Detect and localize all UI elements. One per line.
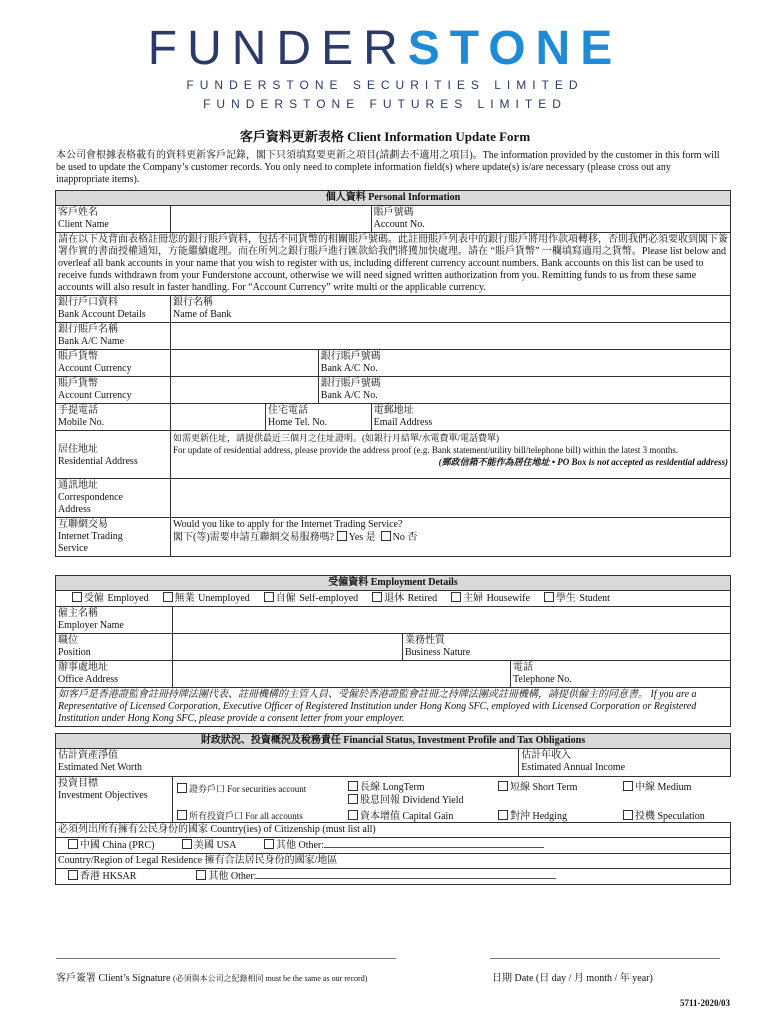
citizenship-other-input[interactable] — [324, 847, 544, 848]
currency-label-1: 賬戶貨幣 Account Currency — [56, 350, 171, 377]
status-retired-checkbox[interactable] — [372, 592, 382, 602]
capital-gain-checkbox[interactable] — [348, 810, 358, 820]
usa-checkbox[interactable] — [182, 839, 192, 849]
residence-other-input[interactable] — [256, 878, 556, 879]
position-field[interactable] — [173, 634, 403, 661]
citizenship-label: 必須列出所有擁有公民身份的國家 Country(ies) of Citizenship (must list all) — [56, 823, 731, 838]
employment-status-row: 受僱 Employed 無業 Unemployed 自僱 Self-employed 退休 Retired 主婦 Housewife 學生 Student — [56, 591, 731, 607]
no-checkbox[interactable] — [381, 531, 391, 541]
employer-field[interactable] — [173, 607, 731, 634]
speculation-checkbox[interactable] — [623, 810, 633, 820]
signature-line[interactable] — [56, 958, 396, 959]
intro-text: 本公司會根據表格載有的資料更新客戶記錄，閣下只須填寫要更新之項目(請劃去不適用之項目)。The information provided by the customer in this form will be used to update the Company’s customer records. You only need to complete information field(s) where update(s) is/are necessary (please cross out any inappropriate items). — [56, 150, 720, 185]
mobile-field[interactable]: 手提電話 Mobile No. — [56, 404, 171, 431]
employer-label: 僱主名稱 Employer Name — [56, 607, 173, 634]
bank-ac-no-field-2[interactable]: 銀行賬戶號碼 Bank A/C No. — [318, 377, 730, 404]
internet-trading-question: Would you like to apply for the Internet Trading Service? 閣下(等)需要申請互聯網交易服務嗎? Yes 是 No 否 — [171, 518, 731, 557]
date-line[interactable] — [490, 958, 720, 959]
financial-header: 財政狀況、投資概況及稅務責任 Financial Status, Investment Profile and Tax Obligations — [56, 734, 731, 749]
office-label: 辦事處地址 Office Address — [56, 661, 173, 688]
hedging-checkbox[interactable] — [498, 810, 508, 820]
china-checkbox[interactable] — [68, 839, 78, 849]
form-title: 客戶資料更新表格 Client Information Update Form — [239, 129, 531, 144]
email-field[interactable]: 電郵地址 Email Address — [371, 404, 730, 431]
residence-other-checkbox[interactable] — [196, 870, 206, 880]
personal-info-table — [55, 190, 731, 557]
bank-ac-name-label: 銀行賬戶名稱 Bank A/C Name — [56, 323, 171, 350]
company-line-futures: FUNDERSTONE FUTURES LIMITED — [203, 97, 567, 111]
position-label: 職位 Position — [56, 634, 173, 661]
residential-field[interactable]: 如需更新住址，請提供最近三個月之住址證明。(如銀行月結單/水電費單/電話費單) For update of residential address, please provide the address proof (e.g. Bank statement/utility bill/telephone bill) within the latest 3 months. (郵政信箱不能作為居住地址 • PO Box is not accepted as residential address) — [171, 431, 731, 479]
form-code: 5711-2020/03 — [679, 998, 730, 1008]
currency-field-1[interactable] — [171, 350, 319, 377]
residential-label: 居住地址 Residential Address — [56, 431, 171, 479]
financial-table — [55, 733, 731, 885]
telephone-field[interactable]: 電話 Telephone No. — [511, 661, 731, 688]
yes-checkbox[interactable] — [337, 531, 347, 541]
securities-account-checkbox[interactable] — [177, 783, 187, 793]
employment-note: 如客戶是香港證監會註冊持牌法團代表、註冊機構的主管人員、受僱於香港證監會註冊之持牌法團或註冊機構，請提供僱主的同意書。 If you are a Representative of Licensed Corporation, Executive Officer of Registered Institution under Hong Kong SFC, employed with Licensed Corporation or Registered Institution under Hong Kong SFC, please provide a consent letter from your employer. — [56, 688, 731, 727]
residence-label: Country/Region of Legal Residence 擁有合法居民身份的國家/地區 — [56, 854, 731, 869]
business-nature-field[interactable]: 業務性質 Business Nature — [403, 634, 731, 661]
internet-trading-label: 互聯網交易 Internet Trading Service — [56, 518, 171, 557]
office-field[interactable] — [173, 661, 511, 688]
correspondence-field[interactable] — [171, 479, 731, 518]
all-accounts-checkbox[interactable] — [177, 810, 187, 820]
date-label: 日期 Date (日 day / 月 month / 年 year) — [492, 973, 653, 984]
status-self-employed-checkbox[interactable] — [264, 592, 274, 602]
objectives-options: 證券戶口 For securities account 所有投資戶口 For all accounts 長線 LongTerm 股息回報 Dividend Yield 資本增值 Capital Gain 短線 Short Term 對沖 Hedging 中線 Medium 投機 Speculation — [173, 777, 731, 823]
annual-income-field[interactable]: 估計年收入 Estimated Annual Income — [519, 749, 731, 777]
employment-table — [55, 575, 731, 727]
company-line-securities: FUNDERSTONE SECURITIES LIMITED — [186, 78, 584, 92]
employment-header: 受僱資料 Employment Details — [56, 576, 731, 591]
bank-ac-name-field[interactable] — [171, 323, 731, 350]
residence-options: 香港 HKSAR 其他 Other: — [56, 869, 731, 885]
bank-name-field[interactable]: 銀行名稱 Name of Bank — [171, 296, 731, 323]
dividend-checkbox[interactable] — [348, 794, 358, 804]
client-name-field[interactable] — [171, 206, 372, 233]
currency-label-2: 賬戶貨幣 Account Currency — [56, 377, 171, 404]
short-term-checkbox[interactable] — [498, 781, 508, 791]
company-logo: FUNDERSTONE — [147, 22, 623, 75]
signature-label: 客戶簽署 Client’s Signature (必須與本公司之紀錄相同 must be the same as our record) — [56, 973, 368, 984]
home-tel-field[interactable]: 住宅電話 Home Tel. No. — [266, 404, 372, 431]
bank-details-label: 銀行戶口資料 Bank Account Details — [56, 296, 171, 323]
bank-note: 請在以下及背面表格註冊您的銀行賬戶資料，包括不同貨幣的相關賬戶號碼。此註冊賬戶列表中的銀行賬戶將用作款項轉移，否則我們必須要收到閣下簽署作實的書面授權通知，方能繼續處理。而在所列之銀行賬戶進行匯款給我們將獲加快處理。請在 “賬戶貨幣” 一欄填寫適用之貨幣。Please list below and overleaf all bank accounts in your name that you wish to register with us, including different currency account numbers. Bank accounts on this list can be used to receive funds withdrawn from your Funderstone account, otherwise we will need signed written authorization from you. Remitting funds to us from these same accounts will also result in faster handling. For “Account Currency” write multi or the applicable currency. — [56, 233, 731, 296]
citizenship-other-checkbox[interactable] — [264, 839, 274, 849]
account-no-field[interactable]: 賬戶號碼 Account No. — [371, 206, 730, 233]
citizenship-options: 中國 China (PRC) 美國 USA 其他 Other: — [56, 838, 731, 854]
status-student-checkbox[interactable] — [544, 592, 554, 602]
status-unemployed-checkbox[interactable] — [163, 592, 173, 602]
medium-checkbox[interactable] — [623, 781, 633, 791]
status-employed-checkbox[interactable] — [72, 592, 82, 602]
objectives-label: 投資目標 Investment Objectives — [56, 777, 173, 823]
client-name-label: 客戶姓名 Client Name — [56, 206, 171, 233]
currency-field-2[interactable] — [171, 377, 319, 404]
status-housewife-checkbox[interactable] — [451, 592, 461, 602]
correspondence-label: 通訊地址 Correspondence Address — [56, 479, 171, 518]
hksar-checkbox[interactable] — [68, 870, 78, 880]
net-worth-field[interactable]: 估計資產淨值 Estimated Net Worth — [56, 749, 519, 777]
bank-ac-no-field-1[interactable]: 銀行賬戶號碼 Bank A/C No. — [318, 350, 730, 377]
personal-header: 個人資料 Personal Information — [56, 191, 731, 206]
long-term-checkbox[interactable] — [348, 781, 358, 791]
